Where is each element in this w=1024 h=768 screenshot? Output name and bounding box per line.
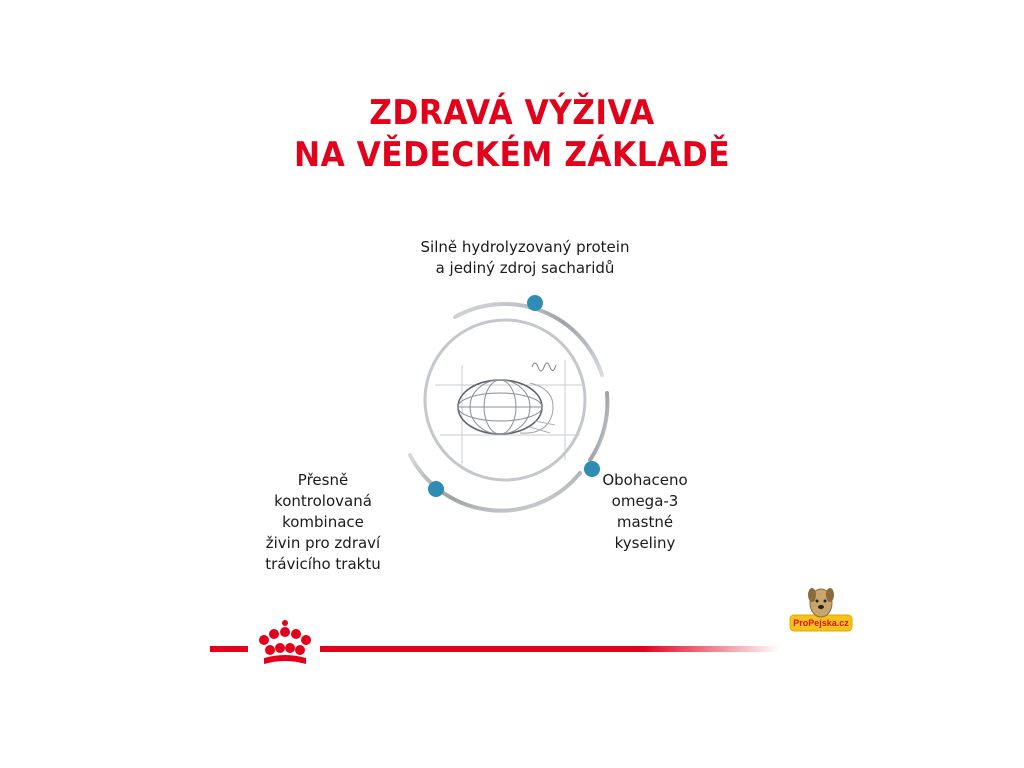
benefit-line: mastné xyxy=(616,513,674,531)
benefit-line: kyseliny xyxy=(614,534,676,552)
benefit-protein-caption xyxy=(380,237,670,279)
brand-rule xyxy=(210,620,780,670)
kibble-diagram xyxy=(380,275,630,525)
rule-left-segment xyxy=(210,646,248,652)
benefit-line: živin pro zdraví xyxy=(265,534,381,552)
benefit-line: Obohaceno xyxy=(602,471,688,489)
benefit-line: Silně hydrolyzovaný protein xyxy=(420,238,630,256)
headline-line-2: NA VĚDECKÉM ZÁKLADĚ xyxy=(293,135,731,175)
rule-right-segment xyxy=(320,646,780,652)
benefit-line: trávicího traktu xyxy=(265,555,381,573)
crown-icon xyxy=(259,620,311,664)
marker-nutrients xyxy=(428,481,444,497)
dog-icon xyxy=(786,585,856,637)
benefit-line: kombinace xyxy=(282,513,364,531)
benefit-line: a jediný zdroj sacharidů xyxy=(435,259,615,277)
propejska-badge xyxy=(786,585,856,637)
headline xyxy=(41,92,983,176)
benefit-line: kontrolovaná xyxy=(274,492,372,510)
marker-protein xyxy=(527,295,543,311)
inner-ring xyxy=(425,320,585,480)
benefit-line: omega-3 xyxy=(611,492,679,510)
marker-omega xyxy=(584,461,600,477)
outer-ring-arc-right xyxy=(590,393,607,460)
benefit-line: Přesně xyxy=(297,471,349,489)
headline-line-1: ZDRAVÁ VÝŽIVA xyxy=(369,93,655,133)
badge-label: ProPejska.cz xyxy=(793,618,849,628)
